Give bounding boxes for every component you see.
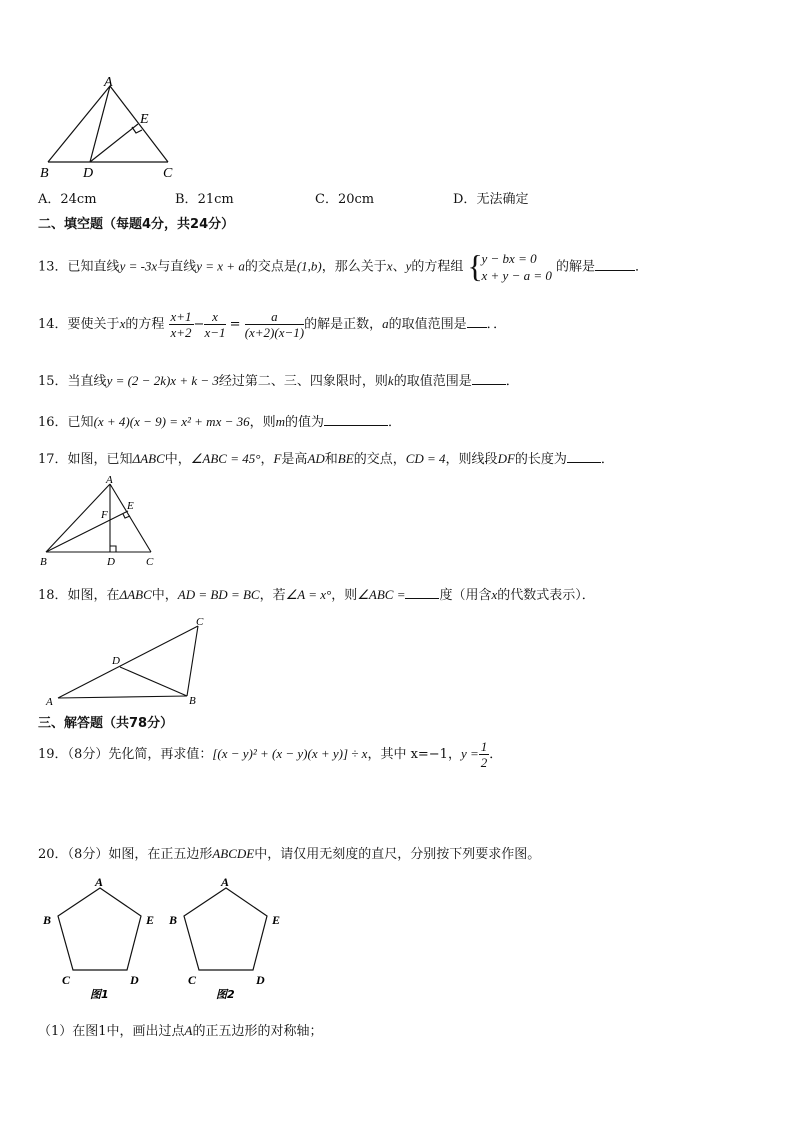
section-fill-in-heading: 二、填空题（每题4分，共24分） (38, 217, 235, 232)
fig17-label-c: C (146, 556, 154, 568)
pentagon-figure-1 (40, 872, 160, 1002)
pentagon2-caption: 图2 (216, 988, 235, 1001)
fig18-label-b: B (189, 695, 196, 707)
q18-triangle-figure (40, 612, 220, 712)
fig17-label-e: E (127, 500, 134, 512)
pentagon2-label-b: B (169, 913, 178, 927)
answer-blank-16[interactable] (324, 424, 388, 426)
question-15: 15．当直线y = (2 − 2k)x + k − 3经过第二、三、四象限时，则k的取值范围是 ． (38, 373, 519, 389)
fig12-label-a: A (104, 75, 113, 90)
pentagon1-label-c: C (62, 973, 71, 987)
q12-option-c: C．20cm (315, 192, 375, 207)
pentagon1-label-d: D (130, 973, 139, 987)
q17-triangle-figure (36, 474, 176, 569)
fig12-label-b: B (40, 166, 49, 181)
pentagon2-label-e: E (272, 913, 281, 927)
equation-system: { y − bx = 0 x + y − a = 0 (467, 248, 552, 284)
pentagon2-label-a: A (221, 875, 230, 889)
fig12-label-c: C (163, 166, 173, 181)
fig18-label-a: A (46, 696, 53, 708)
pentagon1-label-e: E (146, 913, 155, 927)
pentagon2-label-c: C (188, 973, 197, 987)
section-answer-heading: 三、解答题（共78分） (38, 716, 174, 731)
question-16: 16．已知(x + 4)(x − 9) = x² + mx − 36，则m的值为 ． (38, 414, 402, 430)
fig17-label-f: F (101, 509, 108, 521)
q12-option-b: B．21cm (175, 192, 234, 207)
question-20: 20．（8分）如图，在正五边形ABCDE中，请仅用无刻度的直尺，分别按下列要求作图。 (38, 846, 541, 862)
pentagon1-label-a: A (95, 875, 104, 889)
answer-blank-13[interactable] (595, 269, 635, 271)
fig17-label-a: A (106, 474, 113, 486)
question-17: 17．如图，已知ΔABC中，∠ABC = 45°，F是高AD和BE的交点，CD = 4，则线段DF的长度为 ． (38, 451, 614, 467)
question-19: 19．（8分）先化简，再求值：[(x − y)² + (x − y)(x + y)] ÷ x，其中 x=−1，y = $\frac{1}{2}$ ． (38, 739, 503, 770)
fig12-label-d: D (83, 166, 94, 181)
q12-option-a: A．24cm (38, 192, 97, 207)
fig12-label-e: E (140, 112, 149, 127)
answer-blank-15[interactable] (472, 383, 506, 385)
fig17-label-d: D (107, 556, 115, 568)
q12-triangle-figure (30, 72, 190, 182)
question-14: 14．要使关于x的方程 $\frac{x+1}{x+2}$ − $\frac{x}{x-1}$ = $\frac{a}{(x+2)(x-1)}$ 的解是正数，a的取值范围是 ．． (38, 309, 507, 340)
fig18-label-d: D (112, 655, 120, 667)
question-13: 13．已知直线y = -3x与直线y = x + a的交点是(1,b)，那么关于x、y的方程组 { y − bx = 0 x + y − a = 0 的解是 ． (38, 248, 649, 284)
pentagon1-caption: 图1 (90, 988, 109, 1001)
fig18-label-c: C (196, 616, 204, 628)
pentagon-figure-2 (166, 872, 286, 1002)
question-20-part-1: （1）在图1中，画出过点A的正五边形的对称轴； (38, 1023, 323, 1039)
fig17-label-b: B (40, 556, 47, 568)
answer-blank-18[interactable] (405, 597, 439, 599)
pentagon2-label-d: D (256, 973, 265, 987)
answer-blank-14[interactable] (467, 326, 487, 328)
q12-option-d: D．无法确定 (453, 192, 529, 207)
pentagon1-label-b: B (43, 913, 52, 927)
question-18: 18．如图，在ΔABC中，AD = BD = BC，若∠A = x°，则∠ABC = 度（用含x的代数式表示）． (38, 587, 595, 603)
answer-blank-17[interactable] (567, 461, 601, 463)
